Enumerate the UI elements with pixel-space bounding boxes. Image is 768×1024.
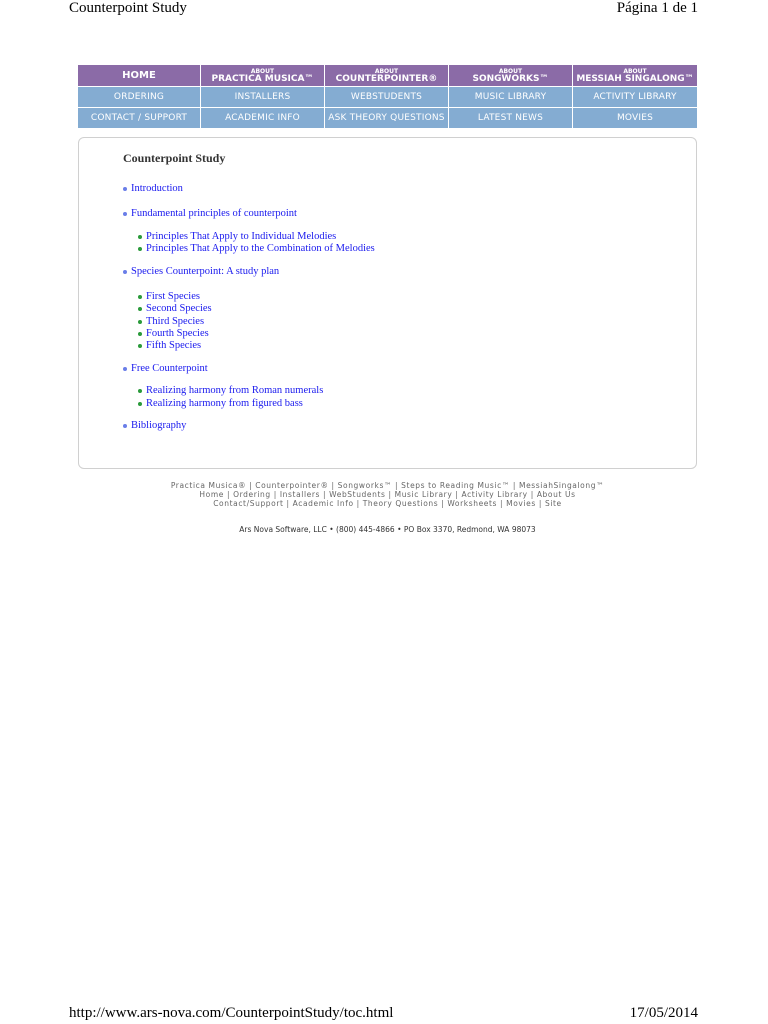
- toc-link-fifth-species[interactable]: [138, 340, 201, 351]
- print-header-title: Counterpoint Study: [69, 0, 187, 16]
- toc-link-combination-melodies[interactable]: [138, 243, 375, 254]
- bullet-icon: [138, 247, 142, 251]
- bullet-icon: [138, 235, 142, 239]
- nav-about-practica-musica[interactable]: [201, 65, 325, 87]
- toc-link-label: Free Counterpoint: [131, 363, 208, 374]
- bullet-icon: [138, 332, 142, 336]
- bullet-icon: [138, 295, 142, 299]
- nav-label: SONGWORKS™: [472, 74, 549, 84]
- nav-ask-theory-questions[interactable]: ASK THEORY QUESTIONS: [325, 108, 449, 129]
- bullet-icon: [138, 344, 142, 348]
- nav-about-messiah-singalong[interactable]: [573, 65, 697, 87]
- nav-contact-support[interactable]: CONTACT / SUPPORT: [78, 108, 201, 129]
- toc-link-free-counterpoint[interactable]: [123, 363, 208, 374]
- print-header-page: Página 1 de 1: [616, 0, 698, 16]
- nav-music-library[interactable]: MUSIC LIBRARY: [449, 87, 573, 108]
- copyright-line: Ars Nova Software, LLC • (800) 445-4866 • PO Box 3370, Redmond, WA 98073: [239, 525, 536, 534]
- toc-link-bibliography[interactable]: [123, 420, 186, 431]
- nav-about-small: ABOUT: [250, 68, 275, 75]
- footer-support-line[interactable]: Contact/Support | Academic Info | Theory Questions | Worksheets | Movies | Site: [213, 499, 562, 508]
- nav-label: COUNTERPOINTER®: [335, 74, 438, 84]
- nav-about-small: ABOUT: [623, 68, 647, 75]
- print-footer-date: 17/05/2014: [629, 1005, 698, 1021]
- toc-link-individual-melodies[interactable]: [138, 231, 336, 242]
- nav-label: PRACTICA MUSICA™: [211, 74, 314, 84]
- toc-link-label: Bibliography: [131, 420, 187, 431]
- toc-link-label: Second Species: [146, 303, 212, 314]
- bullet-icon: [138, 402, 142, 406]
- bullet-icon: [123, 367, 127, 371]
- nav-about-small: ABOUT: [498, 68, 523, 75]
- bullet-icon: [123, 424, 127, 428]
- page-title: Counterpoint Study: [123, 151, 226, 165]
- nav-activity-library[interactable]: ACTIVITY LIBRARY: [573, 87, 697, 108]
- toc-link-label: Realizing harmony from Roman numerals: [146, 385, 324, 396]
- bullet-icon: [123, 270, 127, 274]
- toc-link-figured-bass[interactable]: [138, 398, 303, 409]
- toc-link-label: Species Counterpoint: A study plan: [131, 266, 280, 277]
- toc-link-introduction[interactable]: [123, 183, 183, 194]
- print-footer-url: http://www.ars-nova.com/CounterpointStudy/toc.html: [69, 1005, 394, 1021]
- nav-academic-info[interactable]: ACADEMIC INFO: [201, 108, 325, 129]
- nav-home-label: HOME: [122, 69, 156, 81]
- nav-about-songworks[interactable]: [449, 65, 573, 87]
- toc-link-label: Principles That Apply to the Combination of Melodies: [146, 243, 375, 254]
- bullet-icon: [123, 187, 127, 191]
- toc-link-label: Principles That Apply to Individual Melodies: [146, 231, 337, 242]
- bullet-icon: [138, 307, 142, 311]
- nav-label: MESSIAH SINGALONG™: [576, 74, 694, 84]
- site-footer: [78, 481, 697, 508]
- toc-link-species[interactable]: [123, 266, 279, 277]
- nav-about-small: ABOUT: [374, 68, 399, 75]
- nav-ordering[interactable]: ORDERING: [78, 87, 201, 108]
- nav-latest-news[interactable]: LATEST NEWS: [449, 108, 573, 129]
- toc-link-label: Fourth Species: [146, 328, 209, 339]
- bullet-icon: [138, 320, 142, 324]
- nav-home[interactable]: [78, 65, 201, 87]
- nav-installers[interactable]: INSTALLERS: [201, 87, 325, 108]
- toc-link-label: Third Species: [146, 316, 205, 327]
- main-navigation: [78, 65, 697, 129]
- toc-link-third-species[interactable]: [138, 316, 204, 327]
- footer-nav-line[interactable]: Home | Ordering | Installers | WebStudents | Music Library | Activity Library | About Us: [199, 490, 576, 499]
- toc-link-label: Fundamental principles of counterpoint: [131, 208, 297, 219]
- nav-webstudents[interactable]: WEBSTUDENTS: [325, 87, 449, 108]
- toc-link-fundamental[interactable]: [123, 208, 297, 219]
- toc-link-second-species[interactable]: [138, 303, 212, 314]
- toc-link-first-species[interactable]: [138, 291, 200, 302]
- nav-about-counterpointer[interactable]: [325, 65, 449, 87]
- toc-link-label: First Species: [146, 291, 200, 302]
- footer-products-line[interactable]: Practica Musica® | Counterpointer® | Songworks™ | Steps to Reading Music™ | MessiahSingalong™: [170, 481, 605, 490]
- toc-link-label: Introduction: [131, 183, 183, 194]
- bullet-icon: [123, 212, 127, 216]
- toc-link-label: Fifth Species: [146, 340, 202, 351]
- toc-link-fourth-species[interactable]: [138, 328, 209, 339]
- toc-link-roman-numerals[interactable]: [138, 385, 323, 396]
- nav-movies[interactable]: MOVIES: [573, 108, 697, 129]
- bullet-icon: [138, 389, 142, 393]
- toc-link-label: Realizing harmony from figured bass: [146, 398, 303, 409]
